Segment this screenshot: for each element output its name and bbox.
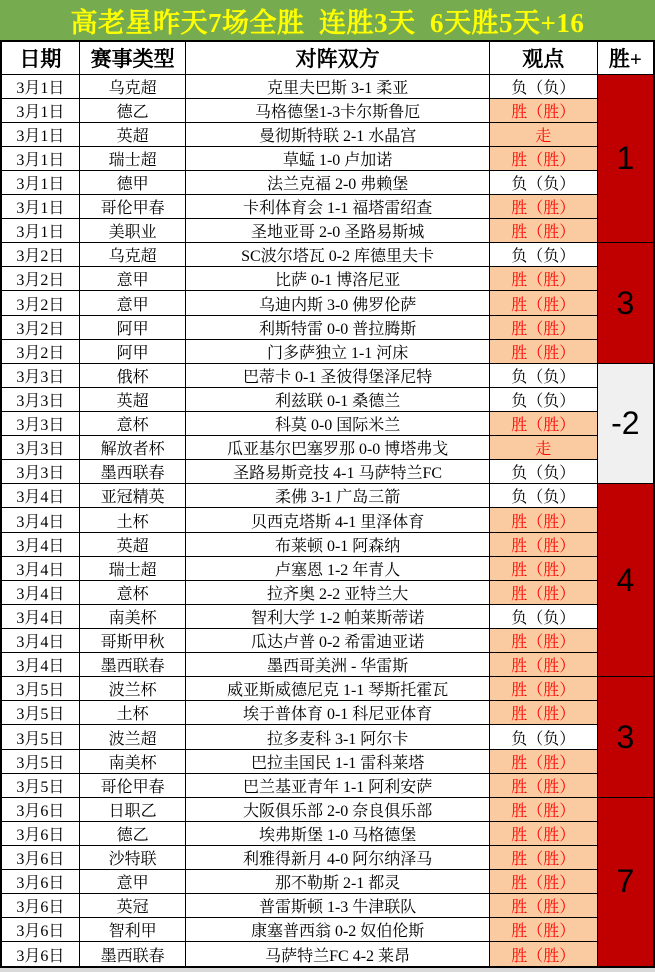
league-cell: 意甲: [79, 291, 185, 315]
verdict-cell: 胜（胜）: [489, 870, 597, 894]
table-row: [1, 870, 654, 894]
league-cell: 波兰杯: [79, 677, 185, 701]
verdict-cell: 胜（胜）: [489, 146, 597, 170]
table-row: [1, 773, 654, 797]
date-cell: 3月1日: [1, 98, 79, 122]
date-cell: 3月1日: [1, 170, 79, 194]
table-row: [1, 629, 654, 653]
match-cell: SC波尔塔瓦 0-2 库德里夫卡: [186, 243, 490, 267]
table-row: [1, 74, 654, 98]
table-row: [1, 701, 654, 725]
league-cell: 土杯: [79, 701, 185, 725]
table-header: [1, 41, 654, 74]
match-cell: 墨西哥美洲 - 华雷斯: [186, 653, 490, 677]
league-cell: 英冠: [79, 894, 185, 918]
verdict-cell: 负（负）: [489, 74, 597, 98]
table-row: [1, 291, 654, 315]
column-header-match: 对阵双方: [186, 41, 490, 74]
verdict-cell: 胜（胜）: [489, 532, 597, 556]
streak-group-cell: 3: [597, 677, 654, 798]
league-cell: 南美杯: [79, 604, 185, 628]
date-cell: 3月3日: [1, 387, 79, 411]
date-cell: 3月4日: [1, 556, 79, 580]
league-cell: 乌克超: [79, 74, 185, 98]
date-cell: 3月4日: [1, 653, 79, 677]
date-cell: 3月4日: [1, 484, 79, 508]
verdict-cell: 胜（胜）: [489, 821, 597, 845]
table-row: [1, 219, 654, 243]
column-header-streak: 胜+: [597, 41, 654, 74]
date-cell: 3月6日: [1, 918, 79, 942]
verdict-cell: 胜（胜）: [489, 315, 597, 339]
match-cell: 比萨 0-1 博洛尼亚: [186, 267, 490, 291]
date-cell: 3月5日: [1, 725, 79, 749]
match-cell: 科莫 0-0 国际米兰: [186, 412, 490, 436]
date-cell: 3月4日: [1, 508, 79, 532]
streak-group-cell: -2: [597, 363, 654, 484]
league-cell: 南美杯: [79, 749, 185, 773]
date-cell: 3月3日: [1, 412, 79, 436]
verdict-cell: 胜（胜）: [489, 894, 597, 918]
match-cell: 瓜亚基尔巴塞罗那 0-0 博塔弗戈: [186, 436, 490, 460]
verdict-cell: 负（负）: [489, 604, 597, 628]
verdict-cell: 胜（胜）: [489, 918, 597, 942]
date-cell: 3月5日: [1, 677, 79, 701]
league-cell: 波兰超: [79, 725, 185, 749]
date-cell: 3月3日: [1, 363, 79, 387]
verdict-cell: 胜（胜）: [489, 797, 597, 821]
date-cell: 3月2日: [1, 291, 79, 315]
league-cell: 阿甲: [79, 339, 185, 363]
match-cell: 普雷斯顿 1-3 牛津联队: [186, 894, 490, 918]
match-cell: 埃于普体育 0-1 科尼亚体育: [186, 701, 490, 725]
date-cell: 3月2日: [1, 243, 79, 267]
date-cell: 3月6日: [1, 894, 79, 918]
verdict-cell: 胜（胜）: [489, 98, 597, 122]
date-cell: 3月5日: [1, 701, 79, 725]
date-cell: 3月1日: [1, 195, 79, 219]
date-cell: 3月4日: [1, 604, 79, 628]
table-row: [1, 484, 654, 508]
league-cell: 瑞士超: [79, 556, 185, 580]
verdict-cell: 胜（胜）: [489, 580, 597, 604]
league-cell: 墨西联春: [79, 942, 185, 967]
date-cell: 3月1日: [1, 146, 79, 170]
league-cell: 沙特联: [79, 846, 185, 870]
date-cell: 3月6日: [1, 821, 79, 845]
table-row: [1, 267, 654, 291]
league-cell: 瑞士超: [79, 146, 185, 170]
table-row: [1, 556, 654, 580]
column-header-league: 赛事类型: [79, 41, 185, 74]
verdict-cell: 胜（胜）: [489, 412, 597, 436]
match-cell: 法兰克福 2-0 弗赖堡: [186, 170, 490, 194]
results-table: [0, 40, 655, 968]
league-cell: 墨西联春: [79, 460, 185, 484]
match-cell: 圣路易斯竞技 4-1 马萨特兰FC: [186, 460, 490, 484]
league-cell: 俄杯: [79, 363, 185, 387]
verdict-cell: 负（负）: [489, 243, 597, 267]
verdict-cell: 胜（胜）: [489, 942, 597, 967]
streak-group-cell: 4: [597, 484, 654, 677]
verdict-cell: 负（负）: [489, 170, 597, 194]
verdict-cell: 负（负）: [489, 484, 597, 508]
league-cell: 意杯: [79, 412, 185, 436]
match-cell: 贝西克塔斯 4-1 里泽体育: [186, 508, 490, 532]
league-cell: 英超: [79, 387, 185, 411]
date-cell: 3月1日: [1, 122, 79, 146]
table-body: [1, 74, 654, 967]
league-cell: 意杯: [79, 580, 185, 604]
league-cell: 乌克超: [79, 243, 185, 267]
match-cell: 布莱顿 0-1 阿森纳: [186, 532, 490, 556]
match-cell: 巴兰基亚青年 1-1 阿利安萨: [186, 773, 490, 797]
league-cell: 日职乙: [79, 797, 185, 821]
match-cell: 利雅得新月 4-0 阿尔纳泽马: [186, 846, 490, 870]
table-row: [1, 387, 654, 411]
streak-group-cell: 7: [597, 797, 654, 967]
verdict-cell: 胜（胜）: [489, 629, 597, 653]
league-cell: 墨西联春: [79, 653, 185, 677]
verdict-cell: 胜（胜）: [489, 773, 597, 797]
verdict-cell: 胜（胜）: [489, 653, 597, 677]
table-row: [1, 677, 654, 701]
date-cell: 3月2日: [1, 267, 79, 291]
date-cell: 3月4日: [1, 532, 79, 556]
verdict-cell: 走: [489, 436, 597, 460]
date-cell: 3月5日: [1, 773, 79, 797]
match-cell: 柔佛 3-1 广岛三箭: [186, 484, 490, 508]
match-cell: 草蜢 1-0 卢加诺: [186, 146, 490, 170]
match-cell: 巴蒂卡 0-1 圣彼得堡泽尼特: [186, 363, 490, 387]
header-row: [1, 41, 654, 74]
league-cell: 美职业: [79, 219, 185, 243]
table-row: [1, 412, 654, 436]
match-cell: 埃弗斯堡 1-0 马格德堡: [186, 821, 490, 845]
verdict-cell: 负（负）: [489, 460, 597, 484]
verdict-cell: 胜（胜）: [489, 749, 597, 773]
date-cell: 3月3日: [1, 436, 79, 460]
match-cell: 智利大学 1-2 帕莱斯蒂诺: [186, 604, 490, 628]
table-row: [1, 797, 654, 821]
verdict-cell: 胜（胜）: [489, 508, 597, 532]
table-row: [1, 725, 654, 749]
match-cell: 那不勒斯 2-1 都灵: [186, 870, 490, 894]
league-cell: 德乙: [79, 821, 185, 845]
table-row: [1, 653, 654, 677]
verdict-cell: 胜（胜）: [489, 701, 597, 725]
match-cell: 圣地亚哥 2-0 圣路易斯城: [186, 219, 490, 243]
date-cell: 3月6日: [1, 846, 79, 870]
table-row: [1, 580, 654, 604]
table-row: [1, 508, 654, 532]
league-cell: 德乙: [79, 98, 185, 122]
league-cell: 意甲: [79, 870, 185, 894]
table-row: [1, 846, 654, 870]
table-row: [1, 195, 654, 219]
table-row: [1, 532, 654, 556]
table-row: [1, 243, 654, 267]
date-cell: 3月6日: [1, 797, 79, 821]
table-row: [1, 918, 654, 942]
table-row: [1, 436, 654, 460]
match-cell: 威亚斯威德尼克 1-1 琴斯托霍瓦: [186, 677, 490, 701]
verdict-cell: 胜（胜）: [489, 219, 597, 243]
table-row: [1, 363, 654, 387]
streak-group-cell: 3: [597, 243, 654, 364]
league-cell: 亚冠精英: [79, 484, 185, 508]
match-cell: 拉齐奥 2-2 亚特兰大: [186, 580, 490, 604]
match-cell: 乌迪内斯 3-0 佛罗伦萨: [186, 291, 490, 315]
table-row: [1, 146, 654, 170]
table-row: [1, 460, 654, 484]
table-row: [1, 821, 654, 845]
match-cell: 康塞普西翁 0-2 奴伯伦斯: [186, 918, 490, 942]
page-title: 高老星昨天7场全胜 连胜3天 6天胜5天+16: [0, 0, 655, 40]
verdict-cell: 胜（胜）: [489, 195, 597, 219]
date-cell: 3月5日: [1, 749, 79, 773]
date-cell: 3月1日: [1, 219, 79, 243]
date-cell: 3月6日: [1, 942, 79, 967]
league-cell: 哥伦甲春: [79, 773, 185, 797]
match-cell: 巴拉圭国民 1-1 雷科莱塔: [186, 749, 490, 773]
match-cell: 卡利体育会 1-1 福塔雷绍查: [186, 195, 490, 219]
date-cell: 3月2日: [1, 339, 79, 363]
date-cell: 3月6日: [1, 870, 79, 894]
table-row: [1, 604, 654, 628]
table-row: [1, 170, 654, 194]
date-cell: 3月2日: [1, 315, 79, 339]
streak-group-cell: 1: [597, 74, 654, 243]
verdict-cell: 负（负）: [489, 387, 597, 411]
league-cell: 土杯: [79, 508, 185, 532]
league-cell: 哥斯甲秋: [79, 629, 185, 653]
table-row: [1, 749, 654, 773]
match-cell: 克里夫巴斯 3-1 柔亚: [186, 74, 490, 98]
column-header-date: 日期: [1, 41, 79, 74]
match-cell: 拉多麦科 3-1 阿尔卡: [186, 725, 490, 749]
table-row: [1, 942, 654, 967]
match-cell: 门多萨独立 1-1 河床: [186, 339, 490, 363]
verdict-cell: 走: [489, 122, 597, 146]
table-row: [1, 315, 654, 339]
date-cell: 3月4日: [1, 580, 79, 604]
match-cell: 瓜达卢普 0-2 希雷迪亚诺: [186, 629, 490, 653]
verdict-cell: 负（负）: [489, 363, 597, 387]
league-cell: 智利甲: [79, 918, 185, 942]
match-cell: 利斯特雷 0-0 普拉腾斯: [186, 315, 490, 339]
match-cell: 卢塞恩 1-2 年青人: [186, 556, 490, 580]
match-cell: 马格德堡1-3卡尔斯鲁厄: [186, 98, 490, 122]
match-cell: 马萨特兰FC 4-2 莱昂: [186, 942, 490, 967]
column-header-verdict: 观点: [489, 41, 597, 74]
league-cell: 阿甲: [79, 315, 185, 339]
table-row: [1, 894, 654, 918]
verdict-cell: 胜（胜）: [489, 556, 597, 580]
league-cell: 意甲: [79, 267, 185, 291]
table-row: [1, 122, 654, 146]
date-cell: 3月4日: [1, 629, 79, 653]
table-row: [1, 98, 654, 122]
match-cell: 利兹联 0-1 桑德兰: [186, 387, 490, 411]
date-cell: 3月1日: [1, 74, 79, 98]
date-cell: 3月3日: [1, 460, 79, 484]
league-cell: 英超: [79, 532, 185, 556]
league-cell: 英超: [79, 122, 185, 146]
verdict-cell: 胜（胜）: [489, 267, 597, 291]
verdict-cell: 胜（胜）: [489, 677, 597, 701]
verdict-cell: 胜（胜）: [489, 846, 597, 870]
verdict-cell: 胜（胜）: [489, 339, 597, 363]
league-cell: 哥伦甲春: [79, 195, 185, 219]
verdict-cell: 负（负）: [489, 725, 597, 749]
verdict-cell: 胜（胜）: [489, 291, 597, 315]
match-cell: 曼彻斯特联 2-1 水晶宫: [186, 122, 490, 146]
league-cell: 德甲: [79, 170, 185, 194]
league-cell: 解放者杯: [79, 436, 185, 460]
match-cell: 大阪俱乐部 2-0 奈良俱乐部: [186, 797, 490, 821]
table-row: [1, 339, 654, 363]
